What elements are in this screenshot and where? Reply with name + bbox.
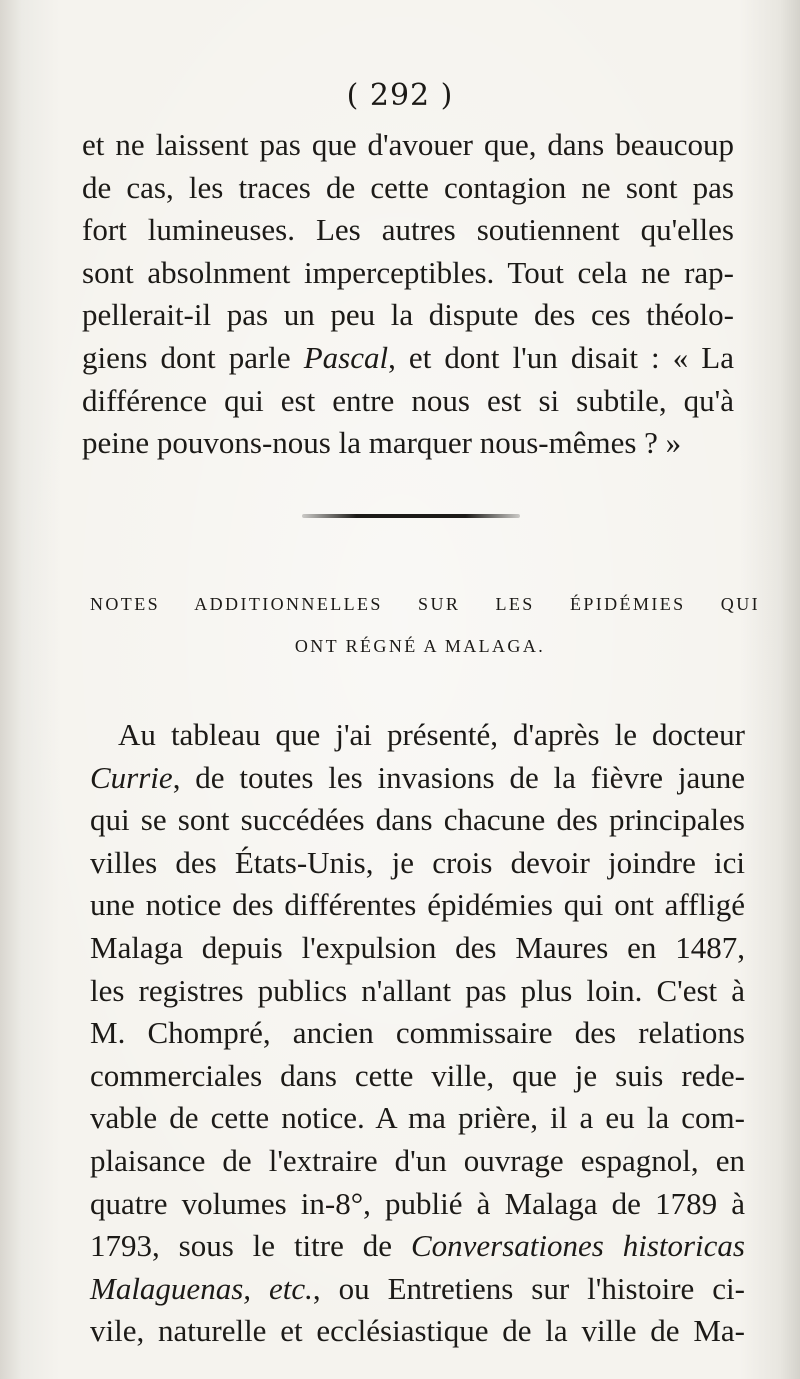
text-line: quatre volumes in-8°, publié à Malaga de 1789 à [90, 1185, 745, 1221]
paragraph-continued [82, 124, 734, 465]
text-run: , ou Entretiens sur l'histoire ci- [312, 1270, 745, 1306]
text-line: vable de cette notice. A ma prière, il a eu la com- [90, 1100, 745, 1136]
text-line: commerciales dans cette ville, que je suis rede- [90, 1057, 745, 1093]
page-number: ( 292 ) [346, 78, 454, 113]
text-line: les registres publics n'allant pas plus loin. C'est à [90, 972, 745, 1008]
text-line [82, 337, 734, 380]
text-run: , et dont l'un disait : « La [388, 339, 735, 375]
text-run: , de toutes les invasions de la fièvre jaune [172, 759, 745, 795]
text-line: villes des États-Unis, je crois devoir joindre ici [90, 844, 745, 880]
text-line: Malaga depuis l'expulsion des Maures en 1487, [90, 929, 745, 965]
text-line: et ne laissent pas que d'avouer que, dans beaucoup [82, 127, 734, 162]
section-heading-line-1: NOTES ADDITIONNELLES SUR LES ÉPIDÉMIES QUI [90, 594, 760, 614]
text-line: de cas, les traces de cette contagion ne sont pas [82, 169, 734, 205]
italic-name: Currie [90, 759, 173, 795]
text-line [90, 757, 745, 800]
text-run: giens dont parle [82, 339, 291, 375]
section-divider [302, 514, 520, 518]
text-line: fort lumineuses. Les autres soutiennent qu'elles [82, 212, 734, 248]
text-line [90, 1268, 745, 1311]
text-line: vile, naturelle et ecclésiastique de la ville de Ma- [90, 1313, 745, 1349]
text-line: peine pouvons-nous la marquer nous-mêmes ? » [82, 425, 682, 461]
text-line: qui se sont succédées dans chacune des principales [90, 802, 745, 838]
text-line: pellerait-il pas un peu la dispute des ces théolo- [82, 297, 734, 333]
text-line: différence qui est entre nous est si subtile, qu'à [82, 382, 734, 418]
text-line: M. Chompré, ancien commissaire des relations [90, 1015, 745, 1051]
section-heading-line-2: ONT RÉGNÉ A MALAGA. [294, 636, 546, 656]
italic-name: Pascal [303, 339, 389, 375]
italic-title: Malaguenas, etc. [90, 1270, 313, 1306]
text-line [90, 1225, 745, 1268]
text-line: Au tableau que j'ai présenté, d'après le docteur [118, 717, 745, 752]
text-line: une notice des différentes épidémies qui ont affligé [90, 887, 745, 923]
paragraph-notes [90, 714, 745, 1353]
italic-title: Conversationes historicas [410, 1228, 745, 1264]
text-line: plaisance de l'extraire d'un ouvrage espagnol, en [90, 1142, 745, 1178]
text-line: sont absolnment imperceptibles. Tout cela ne rap- [82, 254, 734, 290]
text-run: 1793, sous le titre de [90, 1228, 393, 1264]
